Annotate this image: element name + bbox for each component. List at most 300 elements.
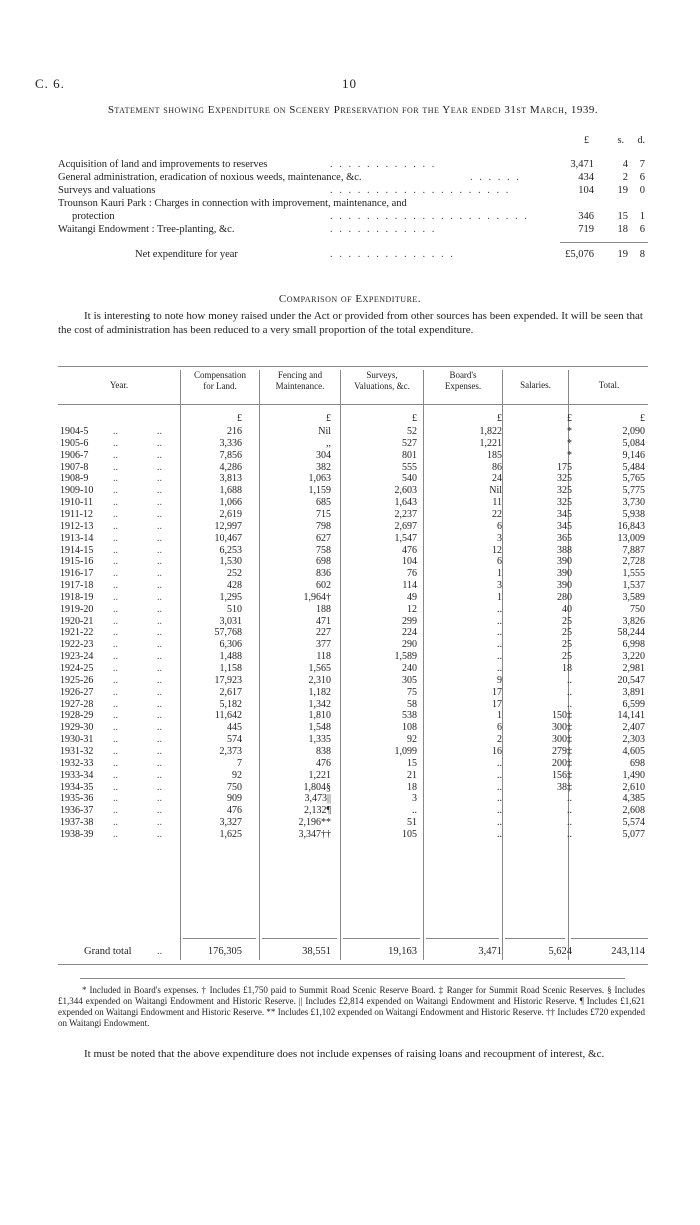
total-cell: 3,220	[622, 651, 645, 663]
fencing-cell: 3,347††	[298, 828, 331, 840]
boards-expenses-cell: 1,221	[479, 437, 502, 449]
boards-expenses-cell: ..	[497, 615, 502, 627]
boards-expenses-cell: 12	[492, 544, 502, 556]
compensation-cell: 510	[227, 603, 242, 615]
boards-expenses-cell: ..	[497, 663, 502, 674]
salaries-cell: 156‡	[552, 769, 572, 781]
currency-header	[0, 135, 700, 147]
grand-total-label: Grand total	[84, 946, 132, 957]
fencing-cell: 627	[316, 532, 331, 544]
table-row	[0, 770, 700, 782]
pence-heading: d.	[637, 135, 645, 146]
leader-dots: ..	[157, 663, 162, 674]
total-cell: 2,608	[622, 805, 645, 817]
surveys-cell: 49	[407, 591, 417, 603]
leader-dots: ..	[113, 651, 118, 663]
leader-dots: ..	[113, 603, 118, 615]
salaries-cell: 25	[562, 615, 572, 627]
surveys-cell: 1,643	[394, 497, 417, 509]
boards-expenses-cell: ..	[497, 757, 502, 769]
unit-label: £	[326, 413, 331, 424]
table-row	[0, 592, 700, 604]
compensation-cell: 92	[232, 769, 242, 781]
compensation-cell: 6,306	[219, 639, 242, 651]
surveys-cell: 1,589	[394, 651, 417, 663]
boards-expenses-cell: 6	[497, 520, 502, 532]
boards-expenses-cell: ..	[497, 651, 502, 663]
column-header-line: Compensation	[194, 370, 246, 380]
year-cell: 1913-14	[60, 532, 94, 544]
table-row	[0, 485, 700, 497]
table-row	[0, 509, 700, 521]
total-cell: 4,385	[622, 793, 645, 805]
year-cell: 1924-25	[60, 663, 94, 674]
statement-item-shillings: 15	[617, 211, 628, 222]
leader-dots: ..	[113, 757, 118, 769]
year-cell: 1931-32	[60, 745, 94, 757]
year-cell: 1907-8	[60, 461, 89, 473]
subtotal-rule	[571, 938, 648, 939]
leader-dots: ..	[113, 449, 118, 461]
year-cell: 1938-39	[60, 828, 94, 840]
table-row	[0, 497, 700, 509]
compensation-cell: 3,336	[219, 437, 242, 449]
statement-item-label: Acquisition of land and improvements to reserves	[58, 159, 268, 170]
statement-item-pounds: 719	[578, 224, 594, 235]
statement-row	[0, 158, 700, 171]
statement-item-pounds: 434	[578, 172, 594, 183]
boards-expenses-cell: 185	[487, 449, 502, 461]
leader-dots: ..	[113, 686, 118, 698]
leader-dots: ..	[113, 781, 118, 793]
column-header-salaries: Salaries.	[520, 380, 551, 390]
year-cell: 1934-35	[60, 781, 94, 793]
total-cell: 6,998	[622, 639, 645, 651]
surveys-cell: 801	[402, 449, 417, 461]
table-row	[0, 568, 700, 580]
boards-expenses-cell: ..	[497, 805, 502, 817]
year-cell: 1908-9	[60, 473, 89, 485]
surveys-cell: 305	[402, 674, 417, 686]
year-cell: 1904-5	[60, 426, 89, 437]
total-cell: 4,605	[622, 745, 645, 757]
pounds-heading: £	[584, 135, 589, 146]
table-row	[0, 782, 700, 794]
fencing-cell: 227	[316, 627, 331, 639]
salaries-cell: ..	[567, 674, 572, 686]
statement-item-pence: 7	[639, 159, 645, 170]
fencing-cell: 188	[316, 603, 331, 615]
salaries-cell: 38‡	[557, 781, 572, 793]
leader-dots: ..	[157, 532, 162, 544]
leader-dots: ..	[113, 722, 118, 734]
boards-expenses-cell: 1	[497, 710, 502, 722]
compensation-cell: 750	[227, 781, 242, 793]
table-row	[0, 829, 700, 841]
fencing-cell: 3,473||	[304, 793, 331, 805]
total-cell: 14,141	[617, 710, 645, 722]
subtotal-rule	[343, 938, 420, 939]
compensation-cell: 10,467	[214, 532, 242, 544]
salaries-cell: 280	[557, 591, 572, 603]
fencing-cell: 1,810	[308, 710, 331, 722]
table-row	[0, 793, 700, 805]
statement-item-label: Waitangi Endowment : Tree-planting, &c.	[58, 224, 235, 235]
subtotal-rule	[183, 938, 256, 939]
salaries-cell: ..	[567, 686, 572, 698]
column-header-line: Fencing and	[277, 370, 323, 380]
year-cell: 1929-30	[60, 722, 94, 734]
leader-dots: ..	[113, 627, 118, 639]
compensation-cell: 17,923	[214, 674, 242, 686]
surveys-cell: 75	[407, 686, 417, 698]
leader-dots: ..	[113, 591, 118, 603]
compensation-cell: 5,182	[219, 698, 242, 710]
leader-dots: . . . . . . . . . . . .	[330, 224, 437, 235]
salaries-cell: 18	[562, 663, 572, 674]
column-header-line: Valuations, &c.	[354, 381, 410, 391]
statement-item-shillings: 4	[622, 159, 628, 170]
subtotal-rule	[426, 938, 499, 939]
leader-dots: ..	[113, 437, 118, 449]
column-header-line: Board's	[449, 370, 477, 380]
leader-dots: ..	[113, 793, 118, 805]
table-row	[0, 710, 700, 722]
table-row	[0, 616, 700, 628]
leader-dots: ..	[157, 745, 162, 757]
fencing-cell: Nil	[318, 426, 331, 437]
salaries-cell: 325	[557, 485, 572, 497]
table-row	[0, 687, 700, 699]
year-cell: 1930-31	[60, 734, 94, 746]
year-cell: 1909-10	[60, 485, 94, 497]
leader-dots: ..	[157, 437, 162, 449]
leader-dots: ..	[113, 698, 118, 710]
year-cell: 1915-16	[60, 556, 94, 568]
year-cell: 1928-29	[60, 710, 94, 722]
surveys-cell: 92	[407, 734, 417, 746]
total-cell: 1,490	[622, 769, 645, 781]
salaries-cell: 390	[557, 568, 572, 580]
column-header-line: for Land.	[203, 381, 237, 391]
year-cell: 1925-26	[60, 674, 94, 686]
surveys-cell: 105	[402, 828, 417, 840]
statement-total-pence: 8	[639, 249, 645, 260]
column-header-boards-expenses	[424, 370, 502, 392]
total-cell: 3,826	[622, 615, 645, 627]
surveys-cell: 12	[407, 603, 417, 615]
total-cell: 5,484	[622, 461, 645, 473]
statement-item-pounds: 3,471	[570, 159, 594, 170]
compensation-cell: 476	[227, 805, 242, 817]
salaries-cell: ..	[567, 793, 572, 805]
leader-dots: . . . . . . . . . . . .	[330, 159, 437, 170]
table-row	[0, 663, 700, 675]
statement-total-shillings: 19	[617, 249, 628, 260]
salaries-cell: 345	[557, 508, 572, 520]
boards-expenses-cell: 24	[492, 473, 502, 485]
leader-dots: ..	[113, 461, 118, 473]
total-cell: 750	[630, 603, 645, 615]
table-row	[0, 805, 700, 817]
boards-expenses-cell: ..	[497, 828, 502, 840]
statement-item-pounds: 346	[578, 211, 594, 222]
statement-item-shillings: 2	[622, 172, 628, 183]
statement-total-rule	[560, 242, 648, 243]
leader-dots: ..	[157, 686, 162, 698]
fencing-cell: 476	[316, 757, 331, 769]
salaries-cell: 175	[557, 461, 572, 473]
total-cell: 3,730	[622, 497, 645, 509]
leader-dots: ..	[113, 520, 118, 532]
year-cell: 1927-28	[60, 698, 94, 710]
unit-label: £	[237, 413, 242, 424]
leader-dots: ..	[157, 497, 162, 509]
year-cell: 1910-11	[60, 497, 93, 509]
salaries-cell: *	[567, 449, 572, 461]
surveys-cell: 527	[402, 437, 417, 449]
boards-expenses-cell: 11	[492, 497, 502, 509]
surveys-cell: 21	[407, 769, 417, 781]
year-cell: 1922-23	[60, 639, 94, 651]
unit-label: £	[412, 413, 417, 424]
fencing-cell: 1,565	[308, 663, 331, 674]
leader-dots: ..	[113, 745, 118, 757]
salaries-cell: ..	[567, 698, 572, 710]
surveys-cell: 290	[402, 639, 417, 651]
salaries-cell: 25	[562, 651, 572, 663]
leader-dots: ..	[157, 426, 162, 437]
boards-expenses-cell: 3	[497, 580, 502, 592]
leader-dots: ..	[157, 805, 162, 817]
statement-total-dots: . . . . . . . . . . . . . .	[330, 249, 455, 260]
fencing-cell: 715	[316, 508, 331, 520]
boards-expenses-cell: ..	[497, 603, 502, 615]
salaries-cell: 390	[557, 580, 572, 592]
year-cell: 1917-18	[60, 580, 94, 592]
table-row	[0, 545, 700, 557]
table-row	[0, 699, 700, 711]
boards-expenses-cell: 6	[497, 722, 502, 734]
year-cell: 1919-20	[60, 603, 94, 615]
year-cell: 1911-12	[60, 508, 93, 520]
leader-dots: ..	[113, 817, 118, 829]
surveys-cell: 2,697	[394, 520, 417, 532]
salaries-cell: 325	[557, 473, 572, 485]
fencing-cell: 1,159	[308, 485, 331, 497]
total-cell: 6,599	[622, 698, 645, 710]
leader-dots: ..	[113, 769, 118, 781]
table-row	[0, 604, 700, 616]
total-cell: 5,084	[622, 437, 645, 449]
salaries-cell: 279‡	[552, 745, 572, 757]
table-row	[0, 556, 700, 568]
total-cell: 5,938	[622, 508, 645, 520]
total-cell: 5,077	[622, 828, 645, 840]
boards-expenses-cell: 17	[492, 698, 502, 710]
compensation-cell: 909	[227, 793, 242, 805]
boards-expenses-cell: 22	[492, 508, 502, 520]
salaries-cell: 40	[562, 603, 572, 615]
table-row	[0, 675, 700, 687]
compensation-cell: 12,997	[214, 520, 242, 532]
statement-item-label: protection	[72, 211, 115, 222]
footnote-text: * Included in Board's expenses. † Includes £1,750 paid to Summit Road Scenic Reserve Board. ‡ Ranger for Summit Road Scenic Reserves. § Includes £1,344 expended on Waitangi Endowment and Historic Reserve. || Includes £2,814 expended on Waitangi Endowment and Historic Reserve. ¶ Includes £1,621 expended on Waitangi Endowment and Historic Reserve. ** Includes £1,102 expended on Waitangi Endowment and Historic Reserve. †† Includes £720 expended on Waitangi Endowment.	[58, 985, 645, 1028]
leader-dots: ..	[157, 781, 162, 793]
fencing-cell: 377	[316, 639, 331, 651]
surveys-cell: 1,099	[394, 745, 417, 757]
table-row	[0, 734, 700, 746]
grand-total-compensation: 176,305	[207, 946, 242, 957]
compensation-cell: 1,625	[219, 828, 242, 840]
leader-dots: ..	[113, 710, 118, 722]
leader-dots: ..	[157, 568, 162, 580]
table-row	[0, 758, 700, 770]
fencing-cell: 304	[316, 449, 331, 461]
compensation-cell: 1,688	[219, 485, 242, 497]
statement-row	[0, 184, 700, 197]
surveys-cell: 1,547	[394, 532, 417, 544]
surveys-cell: 2,237	[394, 508, 417, 520]
column-header-fencing	[260, 370, 340, 392]
total-cell: 2,728	[622, 556, 645, 568]
leader-dots: ..	[157, 674, 162, 686]
leader-dots: ..	[157, 793, 162, 805]
leader-dots: ..	[113, 426, 118, 437]
boards-expenses-cell: 16	[492, 745, 502, 757]
table-row	[0, 473, 700, 485]
leader-dots: ..	[113, 544, 118, 556]
compensation-cell: 428	[227, 580, 242, 592]
total-cell: 58,244	[617, 627, 645, 639]
footnotes	[58, 985, 645, 1029]
leader-dots: ..	[157, 544, 162, 556]
compensation-cell: 7,856	[219, 449, 242, 461]
statement-item-label: Surveys and valuations	[58, 185, 156, 196]
fencing-cell: 798	[316, 520, 331, 532]
salaries-cell: 25	[562, 627, 572, 639]
fencing-cell: 1,342	[308, 698, 331, 710]
fencing-cell: 602	[316, 580, 331, 592]
boards-expenses-cell: ..	[497, 781, 502, 793]
fencing-cell: 1,964†	[303, 591, 331, 603]
compensation-cell: 1,295	[219, 591, 242, 603]
comparison-intro: It is interesting to note how money raised under the Act or provided from other sources has been expended. It will be seen that the cost of administration has been reduced to a very small proportion of the total expenditure.	[58, 310, 643, 336]
statement-item-pence: 1	[639, 211, 645, 222]
surveys-cell: ..	[412, 805, 417, 817]
statement-item-label: General administration, eradication of noxious weeds, maintenance, &c.	[58, 172, 362, 183]
leader-dots: ..	[157, 734, 162, 746]
compensation-cell: 4,286	[219, 461, 242, 473]
grand-total-leader: ..	[157, 946, 163, 957]
surveys-cell: 51	[407, 817, 417, 829]
salaries-cell: 388	[557, 544, 572, 556]
boards-expenses-cell: 86	[492, 461, 502, 473]
salaries-cell: 345	[557, 520, 572, 532]
surveys-cell: 114	[402, 580, 417, 592]
statement-item-pence: 6	[639, 224, 645, 235]
compensation-cell: 574	[227, 734, 242, 746]
year-cell: 1935-36	[60, 793, 94, 805]
surveys-cell: 108	[402, 722, 417, 734]
comparison-title: Comparison of Expenditure.	[278, 293, 422, 305]
total-cell: 7,887	[622, 544, 645, 556]
total-cell: 5,775	[622, 485, 645, 497]
leader-dots: . . . . . . . . . . . . . . . . . . . .	[330, 185, 511, 196]
surveys-cell: 299	[402, 615, 417, 627]
salaries-cell: 300‡	[552, 722, 572, 734]
year-cell: 1912-13	[60, 520, 94, 532]
leader-dots: ..	[157, 520, 162, 532]
compensation-cell: 6,253	[219, 544, 242, 556]
total-cell: 2,981	[622, 663, 645, 674]
statement-title: Statement showing Expenditure on Scenery Preservation for the Year ended 31st March, 1939.	[107, 104, 599, 116]
boards-expenses-cell: ..	[497, 793, 502, 805]
table-top-rule	[58, 366, 648, 367]
total-cell: 2,303	[622, 734, 645, 746]
table-row	[0, 426, 700, 438]
table-row	[0, 722, 700, 734]
fencing-cell: 1,182	[308, 686, 331, 698]
table-row	[0, 450, 700, 462]
fencing-cell: 1,063	[308, 473, 331, 485]
fencing-cell: 118	[316, 651, 331, 663]
compensation-cell: 1,066	[219, 497, 242, 509]
year-cell: 1937-38	[60, 817, 94, 829]
total-cell: 20,547	[617, 674, 645, 686]
leader-dots: ..	[113, 639, 118, 651]
total-cell: 2,610	[622, 781, 645, 793]
statement-item-label: Trounson Kauri Park : Charges in connection with improvement, maintenance, and	[58, 198, 407, 209]
compensation-cell: 57,768	[214, 627, 242, 639]
boards-expenses-cell: 1	[497, 568, 502, 580]
compensation-cell: 1,530	[219, 556, 242, 568]
statement-total-pounds: £5,076	[565, 249, 594, 260]
surveys-cell: 224	[402, 627, 417, 639]
grand-total-fencing: 38,551	[302, 946, 331, 957]
leader-dots: ..	[113, 674, 118, 686]
leader-dots: ..	[157, 461, 162, 473]
surveys-cell: 3	[412, 793, 417, 805]
fencing-cell: 1,221	[308, 769, 331, 781]
boards-expenses-cell: ..	[497, 627, 502, 639]
leader-dots: ..	[113, 532, 118, 544]
compensation-cell: 11,642	[214, 710, 242, 722]
fencing-cell: 2,132¶	[303, 805, 331, 817]
statement-row	[0, 197, 700, 210]
leader-dots: ..	[113, 734, 118, 746]
total-cell: 9,146	[622, 449, 645, 461]
compensation-cell: 3,327	[219, 817, 242, 829]
leader-dots: ..	[113, 580, 118, 592]
compensation-cell: 7	[237, 757, 242, 769]
salaries-cell: 200‡	[552, 757, 572, 769]
total-cell: 1,555	[622, 568, 645, 580]
fencing-cell: 2,196**	[298, 817, 331, 829]
statement-item-pence: 0	[639, 185, 645, 196]
surveys-cell: 58	[407, 698, 417, 710]
year-cell: 1905-6	[60, 437, 89, 449]
table-row	[0, 580, 700, 592]
boards-expenses-cell: 2	[497, 734, 502, 746]
statement-item-pence: 6	[639, 172, 645, 183]
leader-dots: ..	[157, 615, 162, 627]
leader-dots: . . . . . .	[470, 172, 521, 183]
surveys-cell: 476	[402, 544, 417, 556]
fencing-cell: ,,	[326, 437, 331, 449]
leader-dots: ..	[157, 473, 162, 485]
leader-dots: ..	[113, 615, 118, 627]
